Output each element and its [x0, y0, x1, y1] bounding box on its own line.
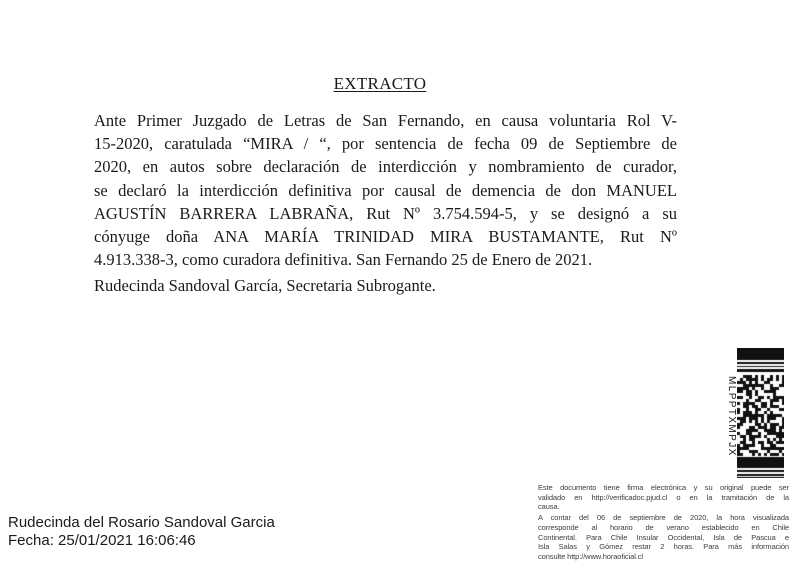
- signer-name: Rudecinda del Rosario Sandoval Garcia: [8, 514, 275, 531]
- main-paragraph-line-4: AGUSTÍN BARRERA LABRAÑA, Rut Nº 3.754.594-5, y se designó a su: [94, 203, 677, 223]
- main-paragraph-line-2: 2020, en autos sobre declaración de interdicción y nombramiento de curador,: [94, 157, 677, 177]
- main-paragraph-line-5: cónyuge doña ANA MARÍA TRINIDAD MIRA BUSTAMANTE, Rut Nº: [94, 227, 677, 247]
- barcode-image: [737, 348, 784, 478]
- notice-validation-paragraph-line-1: validado en http://verificadoc.pjud.cl o en la tramitación de la: [538, 492, 789, 502]
- notice-validation-paragraph-line-0: Este documento tiene firma electrónica y su original puede ser: [538, 483, 789, 492]
- signer-footer: [8, 514, 275, 549]
- notice-timezone-paragraph: [538, 513, 789, 562]
- main-paragraph-line-0: Ante Primer Juzgado de Letras de San Fernando, en causa voluntaria Rol V-: [94, 111, 677, 130]
- notice-timezone-paragraph-line-2: Continental. Para Chile Insular Occidental, Isla de Pascua e: [538, 532, 789, 542]
- notice-timezone-paragraph-line-4: consulte http://www.horaoficial.cl: [538, 551, 643, 561]
- notice-validation-paragraph-line-2: causa.: [538, 502, 560, 512]
- notice-timezone-paragraph-line-0: A contar del 06 de septiembre de 2020, la hora visualizada: [538, 513, 789, 523]
- verification-barcode: [737, 348, 784, 478]
- main-paragraph-line-3: se declaró la interdicción definitiva por causal de demencia de don MANUEL: [94, 180, 677, 200]
- notice-timezone-paragraph-line-1: corresponde al horario de verano establecido en Chile: [538, 522, 789, 532]
- barcode-code-text: MLPPTXMPJX: [726, 376, 737, 457]
- document-title: EXTRACTO: [333, 74, 427, 93]
- main-paragraph-line-6: 4.913.338-3, como curadora definitiva. San Fernando 25 de Enero de 2021.: [94, 250, 593, 270]
- main-paragraph-line-1: 15-2020, caratulada “MIRA / “, por sentencia de fecha 09 de Septiembre de: [94, 134, 677, 154]
- secretary-signature-line: Rudecinda Sandoval García, Secretaria Subrogante.: [94, 276, 436, 295]
- legal-notice: [538, 483, 789, 562]
- notice-timezone-paragraph-line-3: Isla Salas y Gómez restar 2 horas. Para más información: [538, 542, 789, 552]
- main-paragraph: [94, 109, 677, 271]
- signature-date: Fecha: 25/01/2021 16:06:46: [8, 531, 196, 549]
- notice-validation-paragraph: [538, 483, 789, 512]
